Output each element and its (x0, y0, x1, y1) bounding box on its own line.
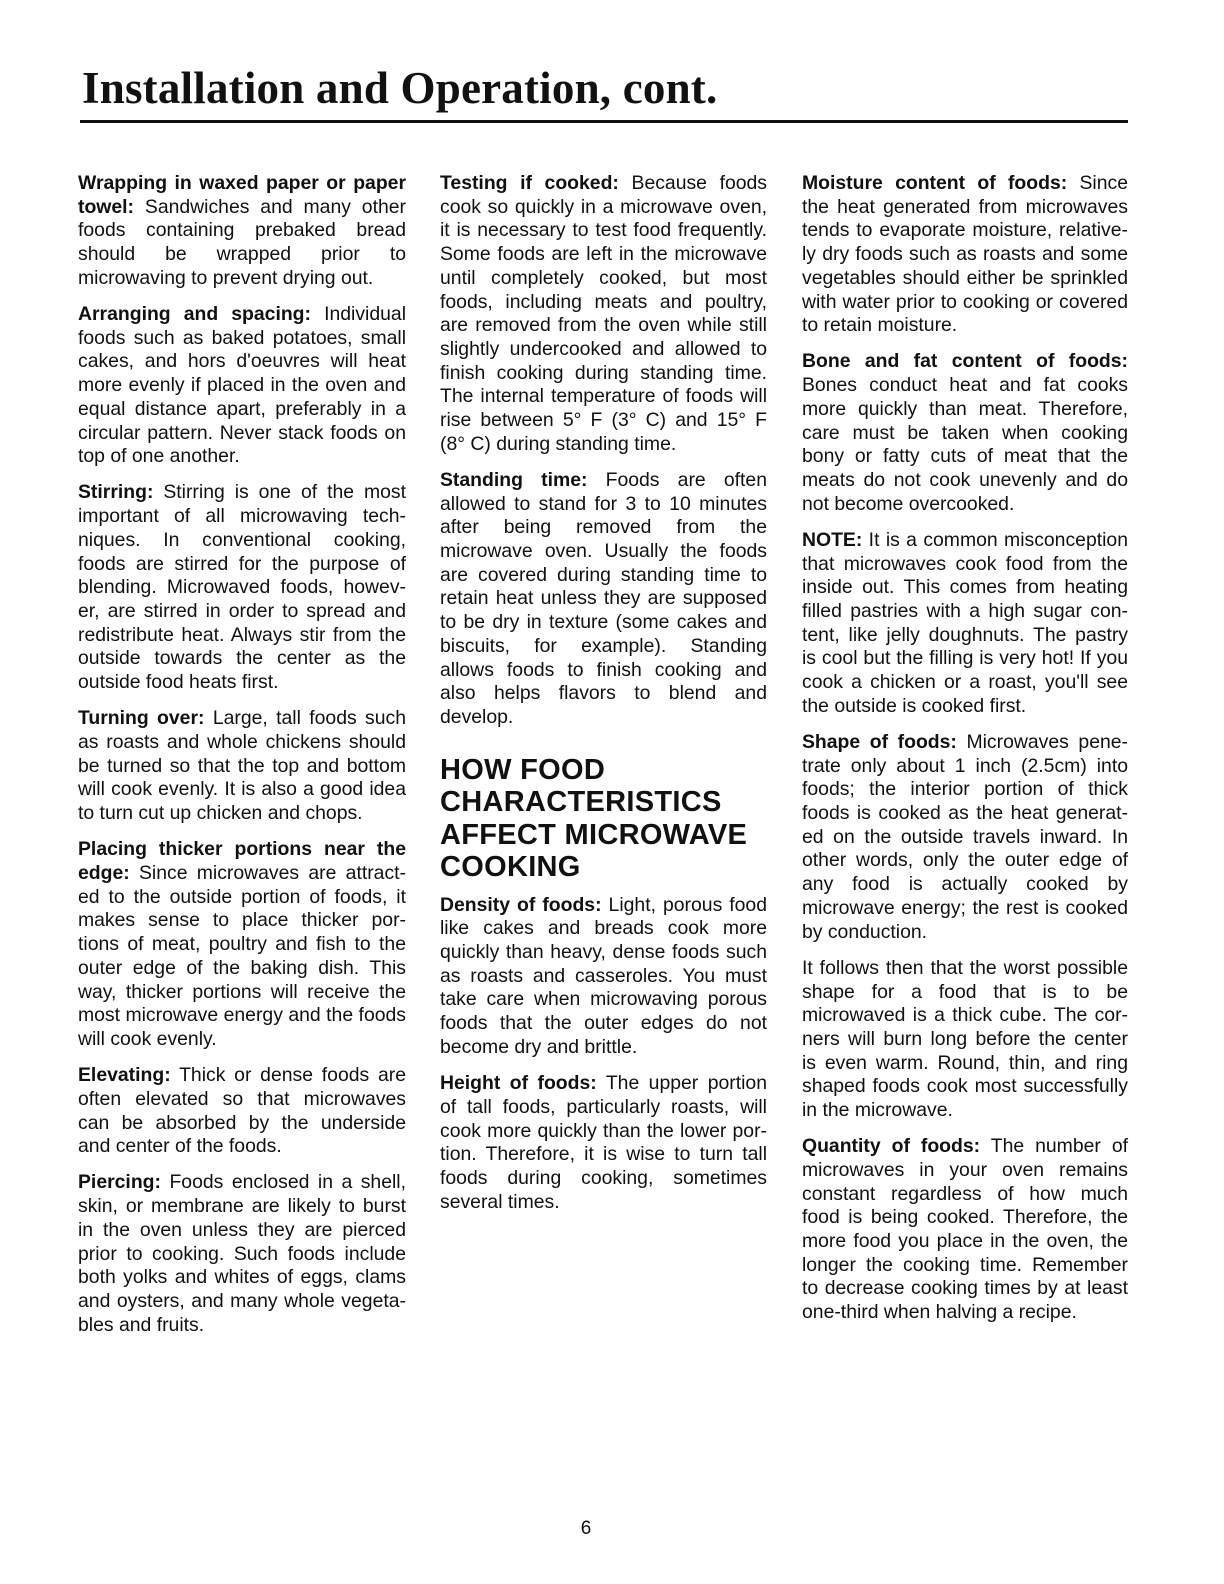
title-rule (80, 120, 1128, 123)
section-heading: HOW FOOD CHARACTERISTICS AFFECT MICROWAVE COOKING (440, 753, 748, 884)
paragraph-text: Since microwaves are attract-ed to the outside portion of foods, it makes sense to place thicker por-tions of meat, poultry and fish to the outer edge of the baking dish. This way, thicker portions will receive the most microwave energy and the foods will cook evenly. (78, 861, 406, 1050)
paragraph-wrapping (78, 172, 406, 291)
paragraph-text: Foods are often allowed to stand for 3 to 10 minutes after being removed from the microwave oven. Usually the foods are covered during standing time to retain heat unless they are supposed to be dry in texture (some cakes and biscuits, for example). Standing allows foods to finish cooking and also helps flavors to blend and develop. (440, 468, 767, 728)
paragraph-term: Piercing: (78, 1171, 161, 1194)
paragraph-term: Testing if cooked: (440, 172, 619, 194)
paragraph-term: Moisture content of foods: (802, 172, 1068, 194)
paragraph-term: Placing thicker portions near the edge: (78, 838, 406, 884)
paragraph-text: Light, porous food like cakes and breads cook more quickly than heavy, dense foods such as roasts and casseroles. You must take care when microwaving porous foods that the outer edges do not become dry and brittle. (440, 893, 767, 1058)
paragraph-density (440, 894, 767, 1060)
paragraph-text: The upper portion of tall foods, particularly roasts, will cook more quickly than the lower por-tion. Therefore, it is wise to turn tall foods during cooking, sometimes several times. (440, 1072, 767, 1213)
paragraph-term: NOTE: (802, 528, 863, 551)
paragraph-standing-time (440, 469, 767, 730)
paragraph-term: Turning over: (78, 707, 205, 730)
paragraph-stirring (78, 481, 406, 694)
paragraph-turning-over (78, 707, 406, 826)
paragraph-height (440, 1072, 767, 1214)
paragraph-text: Microwaves pene-trate only about 1 inch (2.5cm) into foods; the interior portion of thick foods is cooked as the heat generat-ed on the outside travels inward. In other words, only the outer edge of any food is actually cooked by microwave energy; the rest is cooked by conduction. (802, 730, 1129, 943)
paragraph-testing-if-cooked (440, 172, 767, 456)
paragraph-text: Sandwiches and many other foods containing prebaked bread should be wrapped prior to microwaving to prevent drying out. (78, 195, 406, 289)
paragraph-term: Elevating: (78, 1064, 171, 1087)
paragraph-piercing (78, 1171, 406, 1337)
column-2 (440, 172, 767, 1227)
paragraph-arranging (78, 303, 406, 469)
paragraph-thicker-portions (78, 838, 406, 1051)
paragraph-text: Because foods cook so quickly in a microwave oven, it is necessary to test food frequently. Some foods are left in the microwave until completely cooked, but most foods, including meats and poultry, are removed from the oven while still slightly undercooked and allowed to finish cooking during standing time. The internal temperature of foods will rise between 5° F (3° C) and 15° F (8° C) during standing time. (440, 172, 767, 455)
paragraph-term: Stirring: (78, 481, 154, 504)
paragraph-term: Shape of foods: (802, 730, 957, 753)
paragraph-quantity (802, 1135, 1128, 1325)
paragraph-shape (802, 731, 1128, 944)
paragraph-text: Foods enclosed in a shell, skin, or membrane are likely to burst in the oven unless they are pierced prior to cooking. Such foods include both yolks and whites of eggs, clams and oysters, and many whole vegeta-bles and fruits. (78, 1171, 406, 1336)
paragraph-term: Quantity of foods: (802, 1135, 981, 1158)
paragraph-text: Bones conduct heat and fat cooks more quickly than meat. Therefore, care must be taken when cooking bony or fatty cuts of meat that the meats do not cook unevenly and do not become overcooked. (802, 374, 1128, 515)
paragraph-term: Height of foods: (440, 1072, 597, 1095)
page-number: 6 (580, 1518, 592, 1539)
paragraph-elevating (78, 1064, 406, 1159)
paragraph-text: It is a common misconception that microwaves cook food from the inside out. This comes from heating filled pastries with a high sugar con-tent, like jelly doughnuts. The pastry is cool but the filling is very hot! If you cook a chicken or a roast, you'll see the outside is cooked first. (802, 528, 1128, 717)
paragraph-term: Density of foods: (440, 893, 602, 916)
paragraph-term: Wrapping in waxed paper or paper towel: (78, 172, 406, 218)
paragraph-note (802, 529, 1128, 719)
paragraph-worst-shape (802, 957, 1128, 1123)
paragraph-text: Large, tall foods such as roasts and whole chickens should be turned so that the top and bottom will cook evenly. It is also a good idea to turn cut up chicken and chops. (78, 707, 406, 825)
paragraph-term: Arranging and spacing: (78, 303, 311, 326)
paragraph-text: Since the heat generated from microwaves tends to evaporate moisture, relative-ly dry foods such as roasts and some vegetables should either be sprinkled with water prior to cooking or covered to retain moisture. (802, 172, 1128, 337)
paragraph-term: Standing time: (440, 468, 588, 491)
page-header (80, 62, 1128, 123)
paragraph-term: Bone and fat content of foods: (802, 350, 1128, 373)
paragraph-text: Individual foods such as baked potatoes, small cakes, and hors d'oeuvres will heat more evenly if placed in the oven and equal distance apart, preferably in a circular pattern. Never stack foods on top of one another. (78, 303, 406, 468)
paragraph-text: The number of microwaves in your oven remains constant regardless of how much food is being cooked. Therefore, the more food you place in the oven, the longer the cooking time. Remember to decrease cooking times by at least one-third when halving a recipe. (802, 1135, 1128, 1324)
paragraph-text: Thick or dense foods are often elevated so that microwaves can be absorbed by the underside and center of the foods. (78, 1064, 406, 1158)
paragraph-bone-fat (802, 350, 1128, 516)
page-title: Installation and Operation, cont. (82, 63, 718, 113)
paragraph-moisture (802, 172, 1128, 338)
paragraph-text: Stirring is one of the most important of all microwaving tech-niques. In conventional cooking, foods are stirred for the purpose of blending. Microwaved foods, howev-er, are stirred in order to spread and redistribute heat. Always stir from the outside towards the center as the outside food heats first. (78, 481, 406, 694)
column-3 (802, 172, 1128, 1337)
paragraph-text: It follows then that the worst possible shape for a food that is to be microwaved is a thick cube. The cor-ners will burn long before the center is even warm. Round, thin, and ring shaped foods cook most successfully in the microwave. (802, 956, 1128, 1122)
column-1 (78, 172, 406, 1350)
